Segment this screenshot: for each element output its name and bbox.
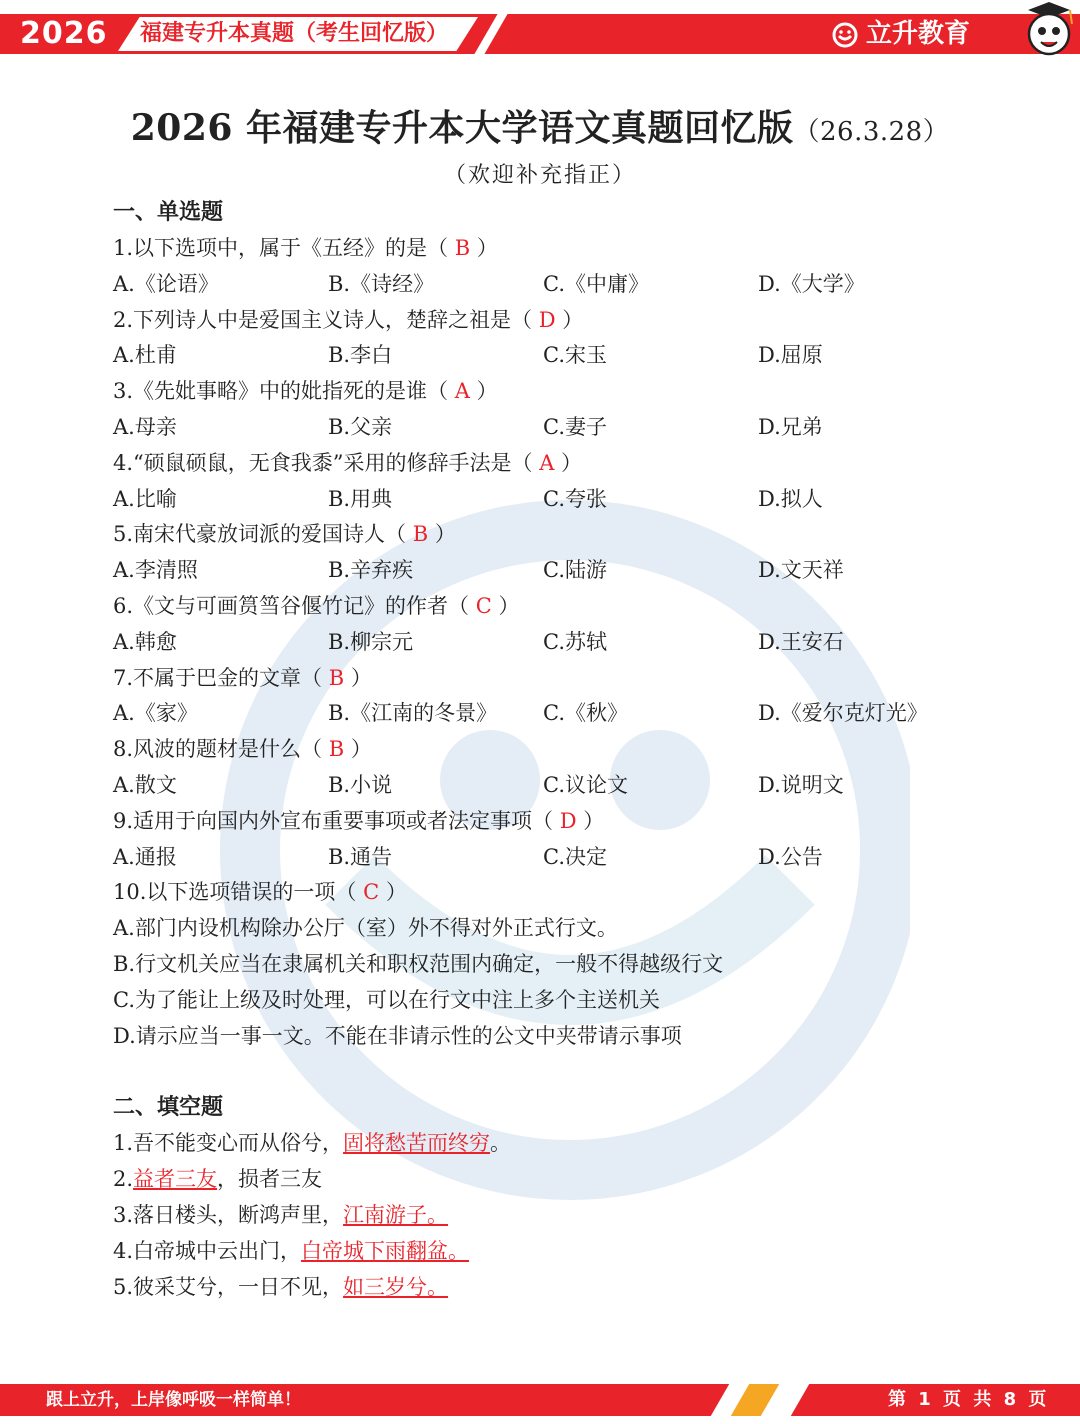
option-a: A.杜甫 [113, 343, 177, 368]
q10-option-a: A.部门内设机构除办公厅（室）外不得对外正式行文。 [113, 916, 618, 941]
page-header [0, 0, 1080, 62]
fill-answer: 江南游子。 [343, 1202, 449, 1227]
option-row [113, 625, 973, 661]
page-subtitle: （欢迎补充指正） [443, 163, 636, 188]
option-row [113, 482, 973, 518]
option-d: D.兄弟 [758, 414, 823, 439]
option-a: A.韩愈 [113, 629, 177, 654]
question-stem: 9.适用于向国内外宣布重要事项或者法定事项（ [113, 808, 560, 833]
question-2 [113, 303, 973, 339]
question-stem: 1.以下选项中，属于《五经》的是（ [113, 236, 455, 260]
option-b: B.通告 [328, 844, 393, 869]
option-row [113, 410, 973, 446]
question-stem: 8.风波的题材是什么（ [113, 737, 329, 762]
question-close: ） [491, 593, 520, 618]
option-c: C.议论文 [543, 772, 628, 797]
option-c: C.妻子 [543, 414, 607, 439]
question-close: ） [344, 665, 372, 690]
question-10 [113, 875, 973, 911]
option-a: A.比喻 [113, 486, 177, 511]
question-stem: 2.下列诗人中是爱国主义诗人，楚辞之祖是（ [113, 307, 539, 332]
mascot-icon [1018, 0, 1080, 62]
fill-item-2 [113, 1162, 973, 1198]
question-3 [113, 374, 973, 410]
question-answer: A [454, 379, 470, 404]
option-a: A.通报 [113, 844, 177, 869]
fill-prompt: 1.吾不能变心而从俗兮， [113, 1131, 344, 1156]
question-answer: A [539, 450, 555, 475]
option-d: D.《爱尔克灯光》 [758, 701, 928, 726]
question-answer: B [454, 236, 471, 260]
footer-slogan: 跟上立升，上岸像呼吸一样简单！ [46, 1390, 301, 1410]
question-stem: 3.《先妣事略》中的妣指死的是谁（ [113, 379, 455, 404]
option-b: B.父亲 [328, 414, 393, 439]
question-close: ） [344, 737, 372, 762]
fill-prompt: 2. [113, 1167, 134, 1192]
question-answer: B [412, 522, 429, 547]
option-row [113, 338, 973, 374]
fill-answer: 如三岁兮。 [343, 1274, 449, 1299]
fill-item-5 [113, 1270, 973, 1306]
page-title-main: 2026 年福建专升本大学语文真题回忆版 [130, 107, 794, 149]
header-title: 福建专升本真题（考生回忆版） [140, 21, 449, 46]
option-row [113, 768, 973, 804]
option-a: A.《论语》 [113, 271, 219, 296]
question-stem: 5.南宋代豪放词派的爱国诗人（ [113, 522, 413, 547]
option-d: D.屈原 [758, 343, 823, 368]
option-b: B.辛弃疾 [328, 558, 414, 583]
question-stem: 10.以下选项错误的一项（ [113, 880, 364, 905]
question-answer: D [538, 307, 556, 332]
option-b: B.用典 [328, 486, 393, 511]
question-8 [113, 732, 973, 768]
fill-item-4 [113, 1234, 973, 1270]
question-close: ） [555, 307, 584, 332]
question-close: ） [428, 522, 456, 547]
section-gap [113, 1054, 973, 1090]
page-title [0, 100, 1080, 151]
option-d: D.公告 [758, 844, 823, 869]
page-title-date: （26.3.28） [793, 117, 950, 147]
fill-prompt: 3.落日楼头，断鸿声里， [113, 1202, 344, 1227]
option-c: C.《中庸》 [543, 271, 649, 296]
question-answer: D [559, 808, 577, 833]
option-d: D.《大学》 [758, 271, 865, 296]
question-7 [113, 661, 973, 697]
question-close: ） [469, 379, 498, 404]
option-b: B.柳宗元 [328, 629, 414, 654]
option-a: A.《家》 [113, 701, 198, 726]
option-c: C.夸张 [543, 486, 607, 511]
option-c: C.陆游 [543, 558, 607, 583]
header-year: 2026 [0, 14, 120, 54]
section-title-choice: 一、单选题 [113, 200, 224, 225]
question-stem: 4.“硕鼠硕鼠，无食我黍”采用的修辞手法是（ [113, 450, 540, 475]
page-number: 第 1 页 共 8 页 [888, 1389, 1050, 1410]
option-b: B.李白 [328, 343, 393, 368]
fill-answer: 益者三友 [133, 1167, 218, 1192]
question-answer: B [328, 737, 345, 762]
fill-suffix: 。 [490, 1131, 512, 1156]
fill-item-1 [113, 1126, 973, 1162]
question-9 [113, 804, 973, 840]
question-list [113, 231, 973, 875]
q10-option-b: B.行文机关应当在隶属机关和职权范围内确定，一般不得越级行文 [113, 951, 724, 976]
option-b: B.《江南的冬景》 [328, 701, 498, 726]
option-c: C.苏轼 [543, 629, 607, 654]
brand-logo-icon [830, 19, 860, 49]
fill-answer: 固将愁苦而终穷 [343, 1131, 491, 1156]
question-1 [113, 231, 973, 267]
option-c: C.《秋》 [543, 701, 628, 726]
question-close: ） [554, 450, 583, 475]
option-row [113, 840, 973, 876]
document-body [113, 195, 973, 1305]
q10-option-d: D.请示应当一事一文。不能在非请示性的公文中夹带请示事项 [113, 1023, 682, 1048]
question-answer: C [475, 593, 492, 618]
option-d: D.文天祥 [758, 558, 844, 583]
option-b: B.《诗经》 [328, 271, 435, 296]
option-a: A.母亲 [113, 414, 177, 439]
option-d: D.拟人 [758, 486, 823, 511]
brand-name: 立升教育 [866, 19, 971, 49]
option-b: B.小说 [328, 772, 393, 797]
option-row [113, 696, 973, 732]
fill-answer: 白帝城下雨翻盆。 [301, 1238, 470, 1263]
fill-list [113, 1126, 973, 1305]
question-close: ） [576, 808, 605, 833]
question-6 [113, 589, 973, 625]
question-close: ） [379, 880, 407, 905]
option-c: C.决定 [543, 844, 607, 869]
fill-prompt: 5.彼采艾兮，一日不见， [113, 1274, 344, 1299]
fill-prompt: 4.白帝城中云出门， [113, 1238, 302, 1263]
option-d: D.说明文 [758, 772, 844, 797]
option-a: A.散文 [113, 772, 177, 797]
section-title-fill: 二、填空题 [113, 1095, 224, 1121]
option-c: C.宋玉 [543, 343, 607, 368]
question-5 [113, 517, 973, 553]
option-d: D.王安石 [758, 629, 844, 654]
option-a: A.李清照 [113, 558, 198, 583]
question-answer: B [328, 665, 345, 690]
question-stem: 6.《文与可画筼筜谷偃竹记》的作者（ [113, 593, 476, 618]
option-row [113, 267, 973, 303]
question-4 [113, 446, 973, 482]
question-answer: C [363, 880, 380, 905]
q10-option-c: C.为了能让上级及时处理，可以在行文中注上多个主送机关 [113, 987, 660, 1012]
question-close: ） [470, 236, 498, 260]
option-row [113, 553, 973, 589]
brand [830, 14, 970, 54]
question-stem: 7.不属于巴金的文章（ [113, 665, 329, 690]
fill-suffix: ，损者三友 [217, 1167, 323, 1192]
fill-item-3 [113, 1198, 973, 1234]
